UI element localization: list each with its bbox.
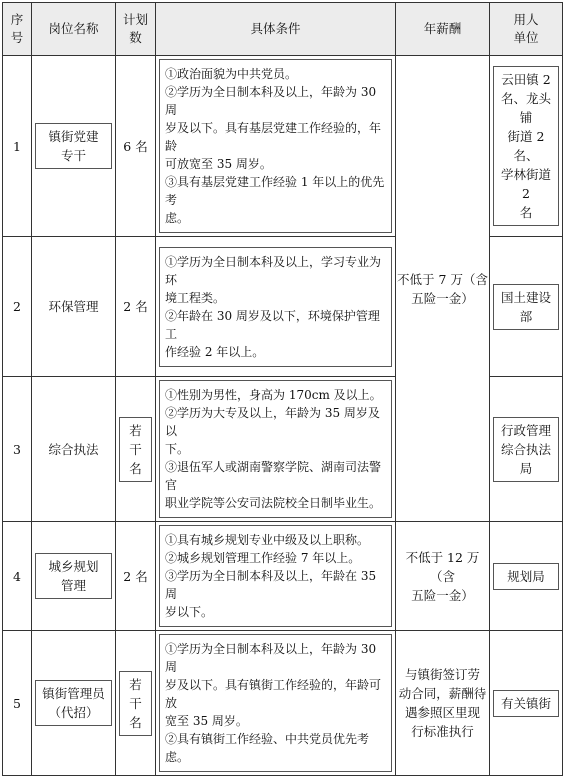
- conditions: ①学历为全日制本科及以上，学习专业为环 境工程类。 ②年龄在 30 周岁及以下，环境保护管理工 作经验 2 年以上。: [156, 237, 396, 377]
- position-name: 镇街管理员 （代招）: [32, 631, 116, 776]
- row-number: 5: [3, 631, 32, 776]
- conditions: ①具有城乡规划专业中级及以上职称。 ②城乡规划管理工作经验 7 年以上。 ③学历为全日制本科及以上，年龄在 35 周 岁以下。: [156, 522, 396, 631]
- row-number: 4: [3, 522, 32, 631]
- header-no: 序 号: [3, 3, 32, 56]
- plan-count: 2 名: [116, 237, 156, 377]
- row-number: 3: [3, 377, 32, 522]
- header-salary: 年薪酬: [396, 3, 490, 56]
- conditions: ①性别为男性，身高为 170cm 及以上。 ②学历为大专及以上，年龄为 35 周岁及以 下。 ③退伍军人或湖南警察学院、湖南司法警官 职业学院等公安司法院校全日制毕业生。: [156, 377, 396, 522]
- row-number: 2: [3, 237, 32, 377]
- table-row: [3, 522, 563, 631]
- salary-cell: 不低于 7 万（含 五险一金）: [396, 56, 490, 522]
- position-name: 镇街党建 专干: [32, 56, 116, 237]
- employer-unit: 规划局: [490, 522, 563, 631]
- row-number: 1: [3, 56, 32, 237]
- plan-count: 若干 名: [116, 377, 156, 522]
- position-name: 综合执法: [32, 377, 116, 522]
- header-position: 岗位名称: [32, 3, 116, 56]
- employer-unit: 国土建设部: [490, 237, 563, 377]
- table-row: [3, 631, 563, 776]
- conditions: ①学历为全日制本科及以上，年龄为 30 周 岁及以下。具有镇街工作经验的，年龄可放 宽至 35 周岁。 ②具有镇街工作经验、中共党员优先考虑。: [156, 631, 396, 776]
- conditions: ①政治面貌为中共党员。 ②学历为全日制本科及以上，年龄为 30 周 岁及以下。具有基层党建工作经验的，年龄 可放宽至 35 周岁。 ③具有基层党建工作经验 1 年以上的优先考 虑。: [156, 56, 396, 237]
- salary-cell: 不低于 12 万（含 五险一金）: [396, 522, 490, 631]
- employer-unit: 云田镇 2 名、龙头铺 街道 2 名、 学林街道 2 名: [490, 56, 563, 237]
- plan-count: 若干 名: [116, 631, 156, 776]
- position-name: 城乡规划 管理: [32, 522, 116, 631]
- position-name: 环保管理: [32, 237, 116, 377]
- header-row: [3, 3, 563, 56]
- header-count: 计划 数: [116, 3, 156, 56]
- employer-unit: 有关镇街: [490, 631, 563, 776]
- employer-unit: 行政管理 综合执法局: [490, 377, 563, 522]
- header-conditions: 具体条件: [156, 3, 396, 56]
- recruitment-table: [2, 2, 563, 776]
- salary-cell: 与镇街签订劳 动合同，薪酬待 遇参照区里现 行标准执行: [396, 631, 490, 776]
- table-row: [3, 56, 563, 237]
- plan-count: 2 名: [116, 522, 156, 631]
- plan-count: 6 名: [116, 56, 156, 237]
- header-unit: 用人 单位: [490, 3, 563, 56]
